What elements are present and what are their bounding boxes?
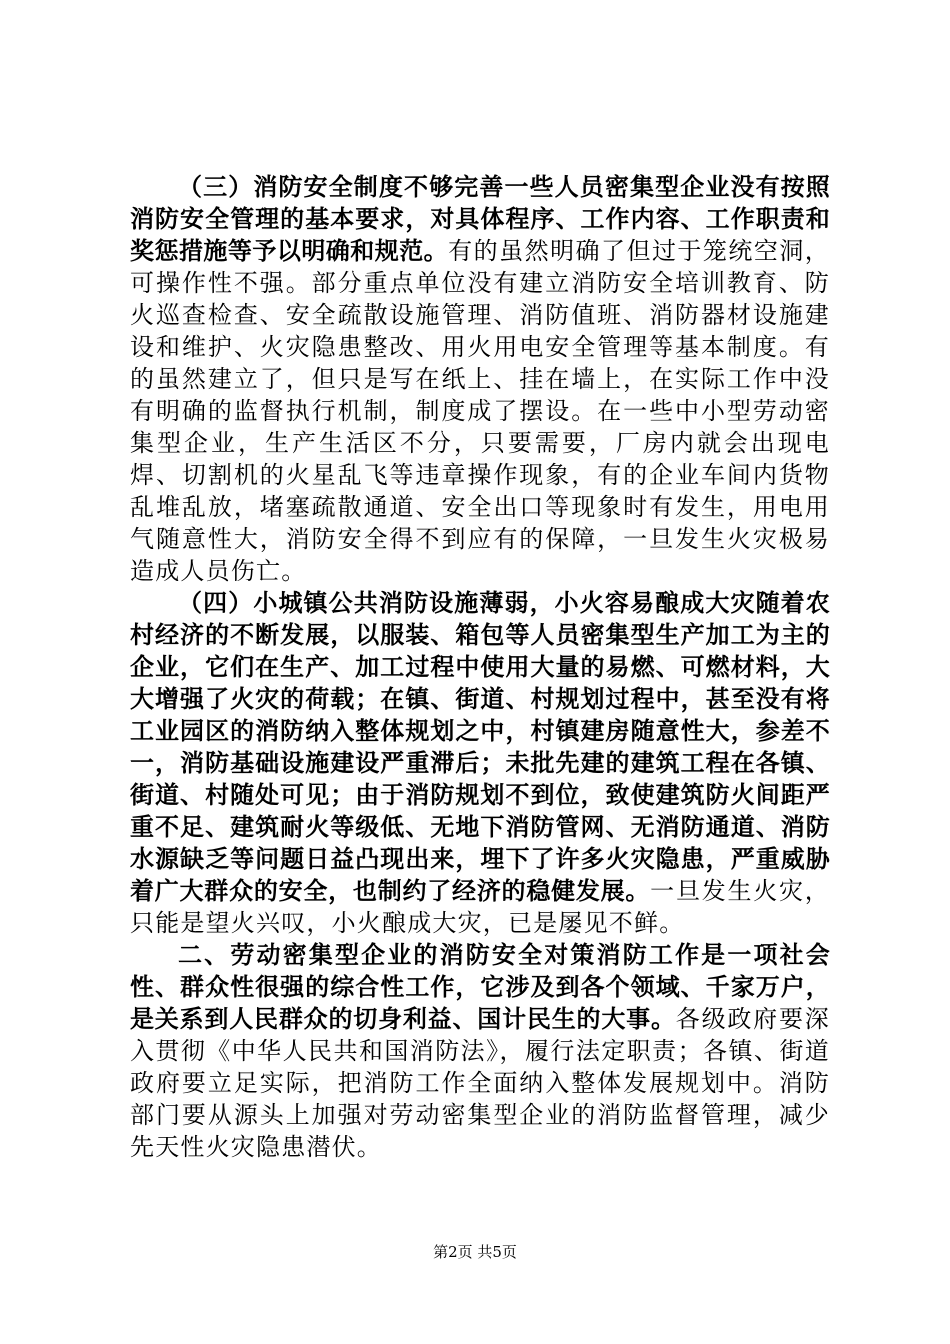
paragraph-heading: （四）小城镇公共消防设施薄弱，小火容易酿成大灾随着农村经济的不断发展，以服装、箱包等人员密集型生产加工为主的企业，它们在生产、加工过程中使用大量的易燃、可燃材料，大大增强了火灾的荷载；在镇、街道、村规划过程中，甚至没有将工业园区的消防纳入整体规划之中，村镇建房随意性大，参差不一，消防基础设施建设严重滞后；未批先建的建筑工程在各镇、街道、村随处可见；由于消防规划不到位，致使建筑防火间距严重不足、建筑耐火等级低、无地下消防管网、无消防通道、消防水源缺乏等问题日益凸现出来，埋下了许多火灾隐患，严重威胁着广大群众的安全，也制约了经济的稳健发展。 bbox=[130, 589, 830, 905]
document-body bbox=[130, 172, 830, 1164]
page-number-footer: 第2页 共5页 bbox=[433, 1243, 517, 1261]
paragraph-fire-safety-system bbox=[130, 172, 830, 588]
paragraph-heading: （三）消防安全制度不够完善一些人员密集型企业没有按照消防安全管理的基本要求，对具体程序、工作内容、工作职责和奖惩措施等予以明确和规范。 bbox=[130, 173, 830, 265]
paragraph-text: 有的虽然明确了但过于笼统空洞，可操作性不强。部分重点单位没有建立消防安全培训教育、防火巡查检查、安全疏散设施管理、消防值班、消防器材设施建设和维护、火灾隐患整改、用火用电安全管理等基本制度。有的虽然建立了，但只是写在纸上、挂在墙上，在实际工作中没有明确的监督执行机制，制度成了摆设。在一些中小型劳动密集型企业，生产生活区不分，只要需要，厂房内就会出现电焊、切割机的火星乱飞等违章操作现象，有的企业车间内货物乱堆乱放，堵塞疏散通道、安全出口等现象时有发生，用电用气随意性大，消防安全得不到应有的保障，一旦发生火灾极易造成人员伤亡。 bbox=[130, 237, 831, 585]
paragraph-text: 各级政府要深入贯彻《中华人民共和国消防法》，履行法定职责；各镇、街道政府要立足实际，把消防工作全面纳入整体发展规划中。消防部门要从源头上加强对劳动密集型企业的消防监督管理，减少先天性火灾隐患潜伏。 bbox=[130, 1005, 831, 1161]
paragraph-public-facilities bbox=[130, 588, 830, 940]
paragraph-text: 一旦发生火灾，只能是望火兴叹，小火酿成大灾，已是屡见不鲜。 bbox=[130, 877, 830, 937]
paragraph-countermeasures bbox=[130, 940, 830, 1164]
paragraph-heading: 二、劳动密集型企业的消防安全对策消防工作是一项社会性、群众性很强的综合性工作，它涉及到各个领域、千家万户，是关系到人民群众的切身利益、国计民生的大事。 bbox=[130, 941, 830, 1033]
